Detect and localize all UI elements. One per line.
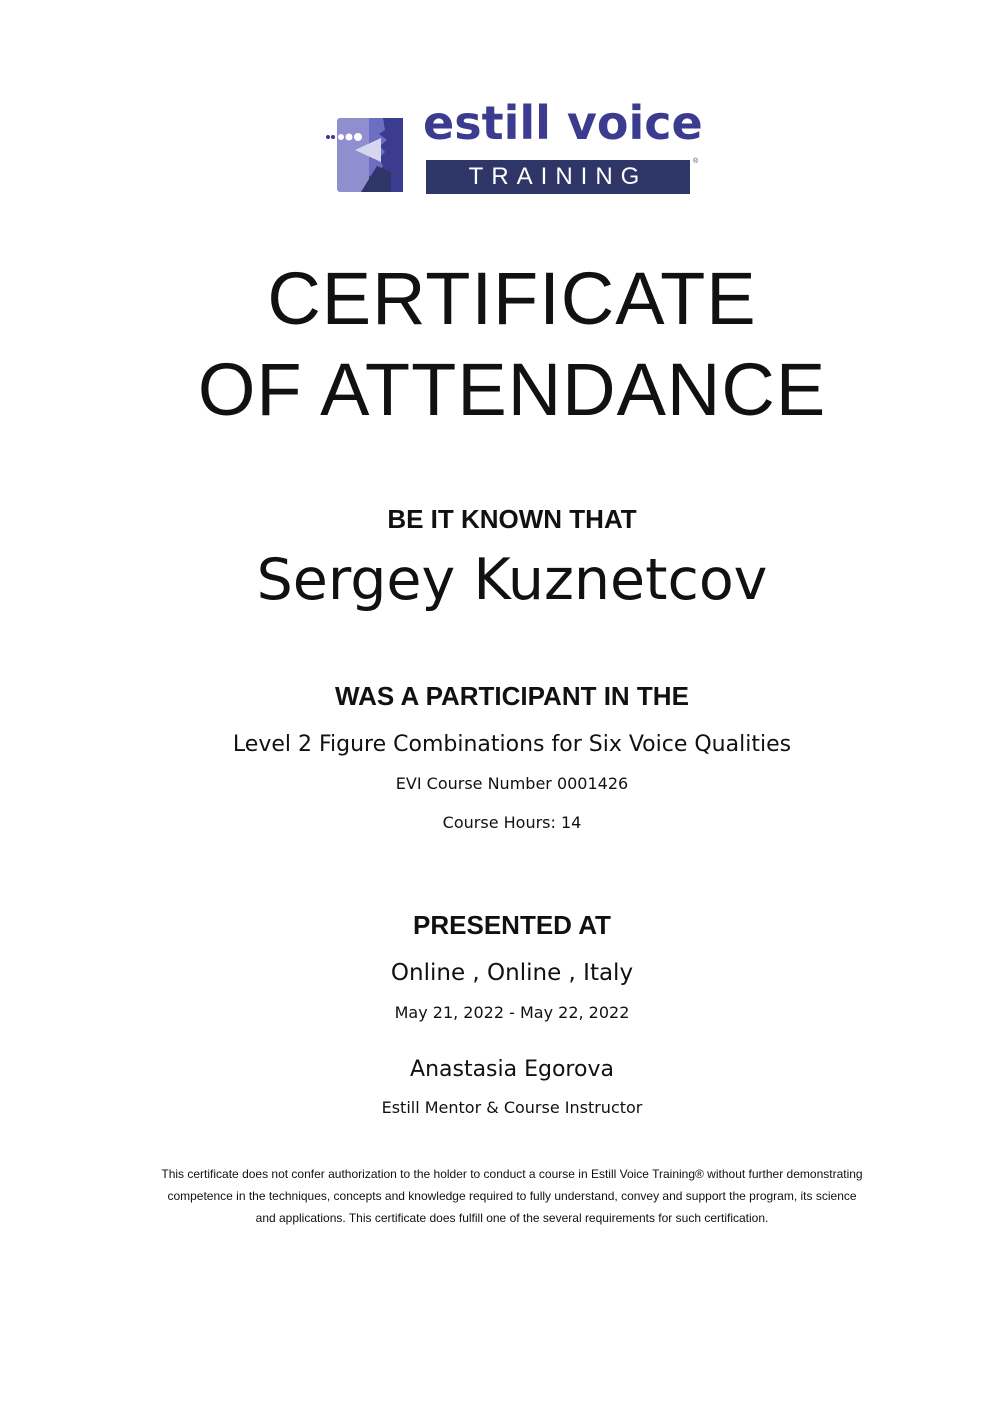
course-location: Online , Online , Italy xyxy=(390,960,634,986)
certificate-disclaimer: This certificate does not confer authorization to the holder to conduct a course in Estill Voice Training® without further demonstrating competence in the techniques, concepts and knowledge required to fully understand, convey and support the program, its science and applications. This certificate does fulfill one of the several requirements for such certification. xyxy=(161,1167,863,1225)
logo-training-band: TRAINING xyxy=(426,160,690,194)
participant-name: Sergey Kuznetcov xyxy=(256,547,768,613)
presented-at-heading: PRESENTED AT xyxy=(413,910,611,940)
course-number: EVI Course Number 0001426 xyxy=(395,774,629,793)
logo-wordmark: estill voice xyxy=(423,96,703,150)
course-dates: May 21, 2022 - May 22, 2022 xyxy=(394,1003,630,1022)
be-it-known-heading: BE IT KNOWN THAT xyxy=(387,504,637,534)
instructor-title: Estill Mentor & Course Instructor xyxy=(381,1098,643,1117)
course-hours: Course Hours: 14 xyxy=(442,813,582,832)
certificate-title-line-2: OF ATTENDANCE xyxy=(197,348,827,431)
instructor-name: Anastasia Egorova xyxy=(410,1057,614,1082)
participant-heading: WAS A PARTICIPANT IN THE xyxy=(335,681,689,711)
course-name: Level 2 Figure Combinations for Six Voice Qualities xyxy=(232,732,792,757)
profile-voice-icon xyxy=(325,116,405,194)
logo-registered-mark: ® xyxy=(693,158,699,165)
estill-voice-training-logo xyxy=(325,96,705,200)
certificate-title-line-1: CERTIFICATE xyxy=(267,257,757,340)
